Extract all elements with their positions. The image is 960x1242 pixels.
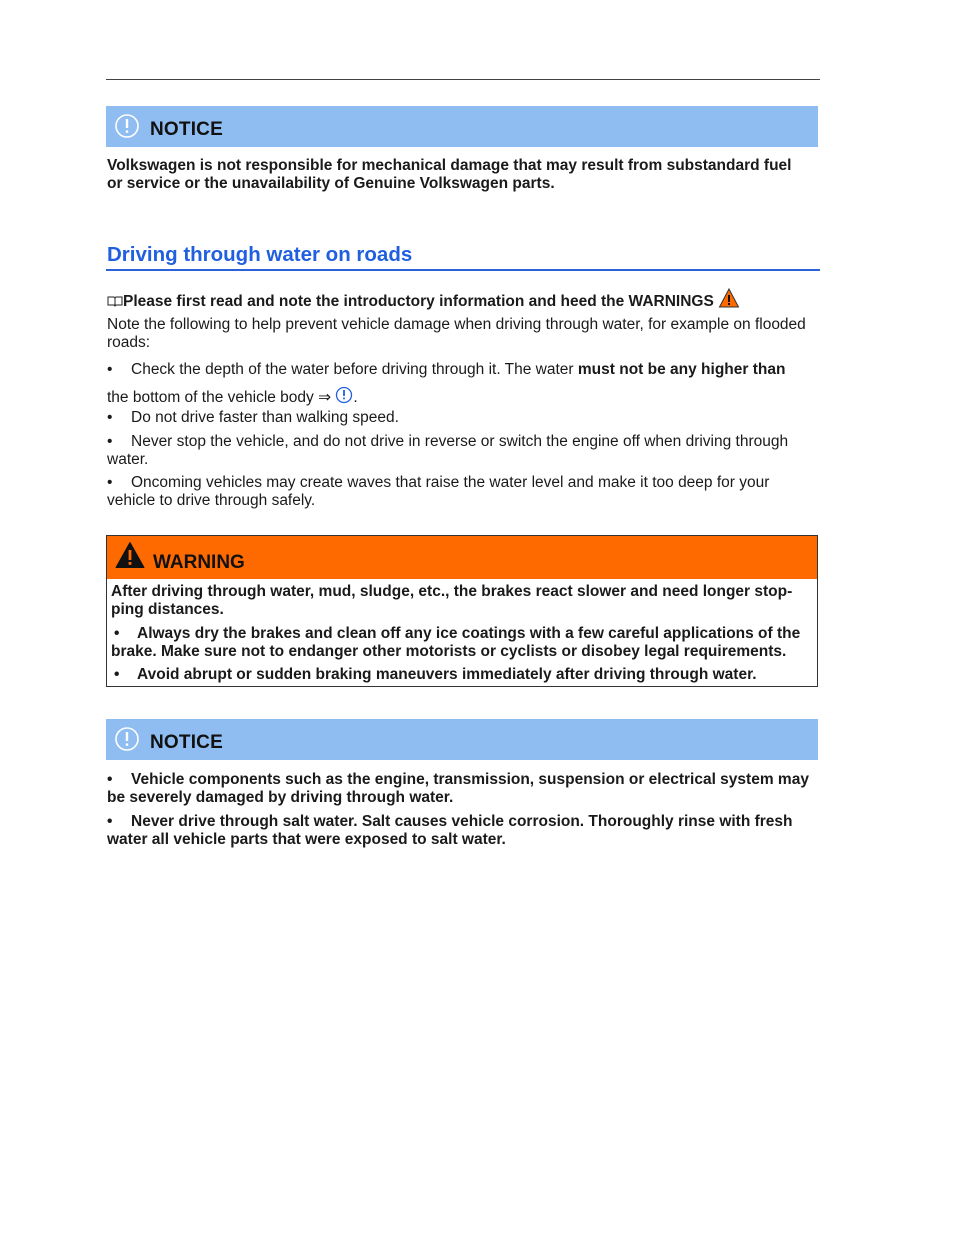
note-line: roads: (107, 334, 151, 351)
notice-text-line: Volkswagen is not responsible for mechanical damage that may result from substandard fuel (107, 157, 792, 174)
list-item-continuation: water. (107, 451, 149, 468)
bullet-dot: • (107, 433, 113, 450)
list-item-continuation: water all vehicle parts that were exposed to salt water. (107, 831, 506, 848)
note-line: Note the following to help prevent vehicle damage when driving through water, for example on flooded (107, 316, 806, 333)
list-item-text: Avoid abrupt or sudden braking maneuvers immediately after driving through water. (137, 666, 757, 683)
list-item (111, 666, 811, 684)
notice-banner (106, 719, 818, 760)
list-item-continuation: vehicle to drive through safely. (107, 492, 316, 509)
intro-line (107, 287, 740, 311)
bullet-dot: • (107, 771, 113, 788)
warning-triangle-icon (115, 541, 145, 569)
section-heading (106, 243, 820, 271)
list-item-continuation: brake. Make sure not to endanger other motorists or cyclists or disobey legal requirements. (111, 643, 787, 660)
notice-text-line: or service or the unavailability of Genuine Volkswagen parts. (107, 175, 555, 192)
bullet-dot: • (114, 666, 120, 683)
list-item-text-emphasis: must not be any higher than (577, 361, 786, 378)
list-item (107, 771, 819, 789)
top-divider (106, 79, 820, 80)
section-heading-text: Driving through water on roads (107, 243, 413, 266)
warning-box (106, 535, 818, 687)
bullet-dot: • (107, 361, 113, 378)
book-icon (107, 295, 123, 307)
list-item (111, 625, 811, 661)
bullet-dot: • (114, 625, 120, 642)
list-item-text: Vehicle components such as the engine, transmission, suspension or electrical system may (131, 771, 809, 788)
warning-banner (107, 536, 817, 579)
intro-text: Please first read and note the introductory information and heed the WARNINGS (123, 293, 714, 310)
list-item (107, 433, 819, 451)
warning-text-line: ping distances. (111, 601, 224, 618)
warning-text-line: After driving through water, mud, sludge, etc., the brakes react slower and need longer stop- (111, 583, 793, 600)
list-item (107, 361, 819, 379)
exclamation-circle-icon (114, 726, 140, 752)
list-item-text-part: Check the depth of the water before driving through it. The water (131, 361, 578, 378)
list-item-text-part: the bottom of the vehicle body ⇒ (107, 389, 332, 406)
list-item-text: Never stop the vehicle, and do not drive in reverse or switch the engine off when driving through (131, 433, 789, 450)
list-item-text (107, 361, 819, 379)
list-item-text: Never drive through salt water. Salt causes vehicle corrosion. Thoroughly rinse with fresh (131, 813, 793, 830)
list-item-continuation: the bottom of the vehicle body ⇒ . (107, 386, 358, 407)
list-item-text: Always dry the brakes and clean off any ice coatings with a few careful applications of the (137, 625, 801, 642)
list-item-text: Oncoming vehicles may create waves that raise the water level and make it too deep for your (131, 474, 770, 491)
notice-title: NOTICE (150, 732, 223, 753)
notice-banner (106, 106, 818, 147)
bullet-dot: • (107, 474, 113, 491)
notice-title: NOTICE (150, 119, 223, 140)
list-item (107, 813, 819, 831)
bullet-dot: • (107, 813, 113, 830)
note-paragraph (107, 316, 806, 352)
list-item-text: Do not drive faster than walking speed. (131, 409, 399, 426)
exclamation-circle-icon (114, 113, 140, 139)
warning-triangle-icon (718, 287, 740, 309)
list-item-continuation: be severely damaged by driving through water. (107, 789, 454, 806)
notice-text (107, 157, 791, 193)
warning-title: WARNING (153, 552, 245, 573)
exclamation-circle-icon (335, 386, 353, 404)
bullet-dot: • (107, 409, 113, 426)
list-item (107, 474, 819, 492)
list-item (107, 409, 819, 427)
warning-text (111, 583, 811, 619)
